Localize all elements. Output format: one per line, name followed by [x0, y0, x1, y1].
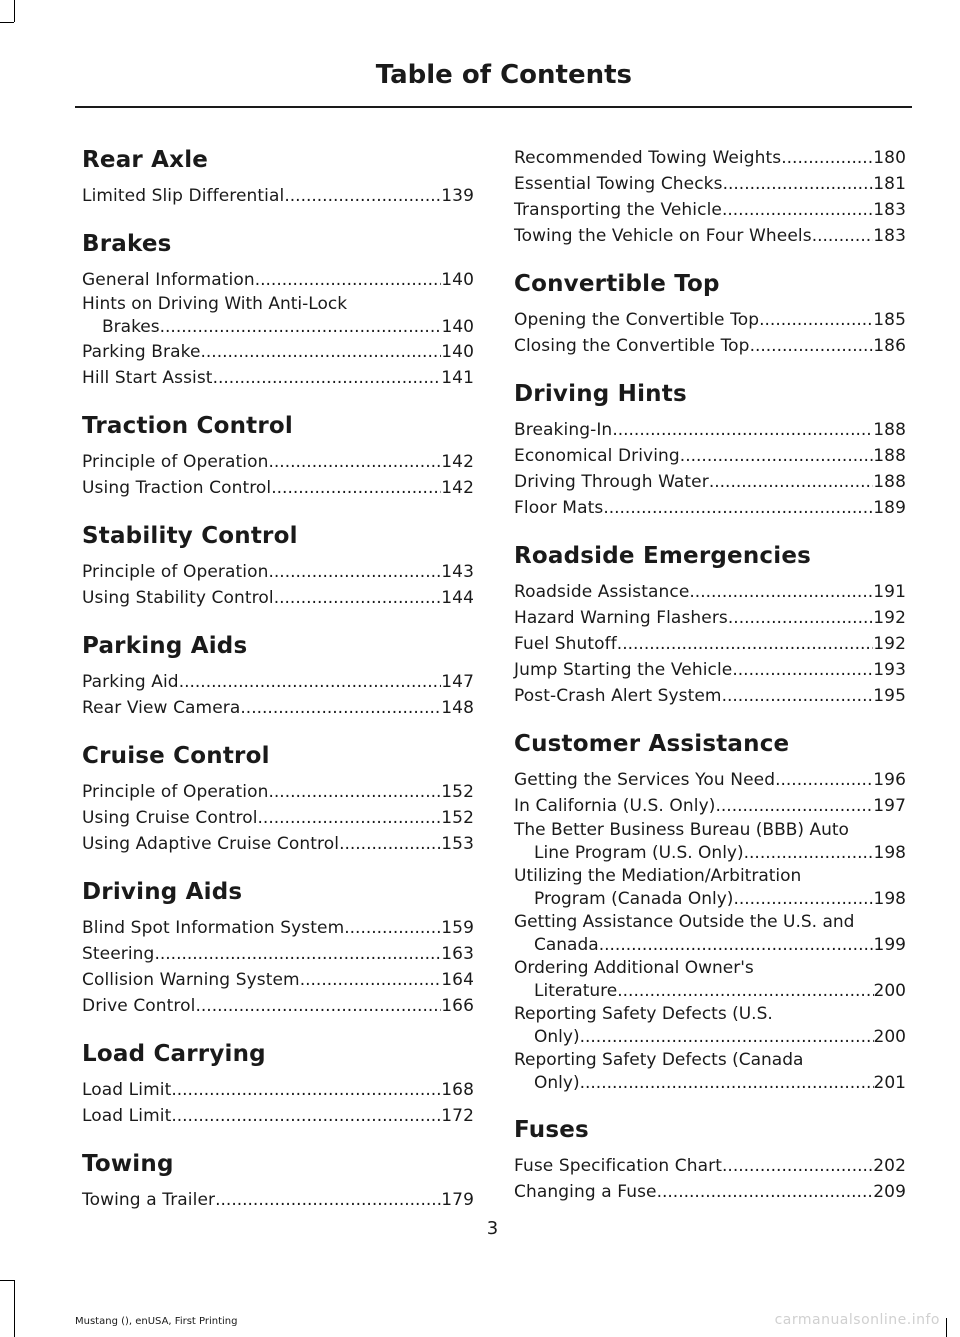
- dot-leader: [215, 1187, 441, 1213]
- dot-leader: [722, 683, 874, 709]
- dot-leader: [715, 793, 873, 819]
- dot-leader: [617, 631, 873, 657]
- entry-page-number: 192: [873, 634, 906, 654]
- entry-page-number: 200: [873, 981, 906, 1001]
- dot-leader: [599, 934, 874, 957]
- dot-leader: [689, 579, 873, 605]
- entry-title: Using Stability Control: [82, 588, 274, 608]
- entry-title: Reporting Safety Defects (U.S.: [514, 1004, 773, 1024]
- toc-entry[interactable]: [514, 767, 906, 793]
- entry-title: The Better Business Bureau (BBB) Auto: [514, 820, 849, 840]
- dot-leader: [722, 197, 873, 223]
- toc-entry[interactable]: [82, 695, 474, 721]
- toc-entry[interactable]: [82, 339, 474, 365]
- entry-title-continued: Brakes: [102, 317, 160, 337]
- toc-section: [82, 145, 474, 209]
- entry-page-number: 183: [873, 200, 906, 220]
- entry-title-continued: Literature: [534, 981, 618, 1001]
- entry-title: Post-Crash Alert System: [514, 686, 722, 706]
- toc-entry[interactable]: [514, 417, 906, 443]
- dot-leader: [213, 365, 442, 391]
- toc-entry[interactable]: [82, 805, 474, 831]
- entry-page-number: 188: [873, 420, 906, 440]
- entry-page-number: 152: [441, 808, 474, 828]
- dot-leader: [268, 559, 441, 585]
- dot-leader: [657, 1179, 874, 1205]
- dot-leader: [171, 1103, 441, 1129]
- toc-section: [82, 521, 474, 611]
- dot-leader: [195, 993, 441, 1019]
- dot-leader: [744, 842, 874, 865]
- toc-section: [82, 631, 474, 721]
- entry-continuation-line: [514, 888, 906, 911]
- crop-mark: [0, 22, 14, 23]
- entry-title: Steering: [82, 944, 155, 964]
- page-title: Table of Contents: [375, 60, 632, 90]
- entry-continuation-line: [514, 934, 906, 957]
- entry-page-number: 195: [873, 686, 906, 706]
- entry-page-number: 192: [873, 608, 906, 628]
- entry-page-number: 179: [441, 1190, 474, 1210]
- entry-page-number: 172: [441, 1106, 474, 1126]
- entry-page-number: 140: [441, 270, 474, 290]
- dot-leader: [750, 333, 874, 359]
- dot-leader: [268, 449, 441, 475]
- entry-page-number: 185: [873, 310, 906, 330]
- toc-entry[interactable]: [514, 1153, 906, 1179]
- entry-page-number: 152: [441, 782, 474, 802]
- crop-mark: [14, 0, 15, 22]
- entry-page-number: 148: [441, 698, 474, 718]
- toc-entry[interactable]: [82, 993, 474, 1019]
- toc-entry[interactable]: [82, 1077, 474, 1103]
- entry-title: Floor Mats: [514, 498, 604, 518]
- toc-section: [82, 229, 474, 391]
- dot-leader: [580, 1072, 874, 1095]
- page-number: 3: [486, 1218, 499, 1239]
- toc-entry[interactable]: [514, 657, 906, 683]
- entry-title: Reporting Safety Defects (Canada: [514, 1050, 804, 1070]
- entry-page-number: 199: [873, 935, 906, 955]
- entry-title: Principle of Operation: [82, 452, 269, 472]
- entry-title-continued: Program (Canada Only): [534, 889, 734, 909]
- toc-section: [514, 379, 906, 521]
- entry-page-number: 188: [873, 472, 906, 492]
- entry-page-number: 209: [873, 1182, 906, 1202]
- entry-title: Changing a Fuse: [514, 1182, 657, 1202]
- entry-page-number: 141: [441, 368, 474, 388]
- entry-title: Hill Start Assist: [82, 368, 213, 388]
- section-heading: Towing: [82, 1151, 174, 1177]
- entry-title: Breaking-In: [514, 420, 613, 440]
- dot-leader: [160, 316, 442, 339]
- entry-page-number: 168: [441, 1080, 474, 1100]
- toc-entry[interactable]: [82, 293, 474, 339]
- entry-title: Economical Driving: [514, 446, 680, 466]
- toc-entry[interactable]: [82, 585, 474, 611]
- entry-page-number: 180: [873, 148, 906, 168]
- entry-continuation-line: [514, 980, 906, 1003]
- section-heading: Stability Control: [82, 523, 298, 549]
- dot-leader: [722, 1153, 873, 1179]
- toc-entry[interactable]: [514, 469, 906, 495]
- toc-section: [82, 411, 474, 501]
- entry-page-number: 153: [441, 834, 474, 854]
- dot-leader: [759, 307, 873, 333]
- section-heading: Driving Hints: [514, 381, 687, 407]
- entry-title: Parking Brake: [82, 342, 201, 362]
- toc-section: [514, 269, 906, 359]
- entry-title: Towing the Vehicle on Four Wheels: [514, 226, 812, 246]
- entry-title: Roadside Assistance: [514, 582, 690, 602]
- section-heading: Rear Axle: [82, 147, 209, 173]
- dot-leader: [339, 831, 441, 857]
- toc-entry[interactable]: [514, 819, 906, 865]
- toc-entry[interactable]: [514, 495, 906, 521]
- toc-entry[interactable]: [514, 911, 906, 957]
- crop-mark: [946, 1318, 947, 1337]
- section-heading: Traction Control: [82, 413, 293, 439]
- toc-section: [514, 1115, 906, 1205]
- dot-leader: [344, 915, 441, 941]
- section-heading: Customer Assistance: [514, 731, 790, 757]
- toc-entry[interactable]: [82, 915, 474, 941]
- entry-title-continued: Line Program (U.S. Only): [534, 843, 744, 863]
- entry-continuation-line: [82, 316, 474, 339]
- entry-title: Essential Towing Checks: [514, 174, 723, 194]
- entry-page-number: 140: [441, 342, 474, 362]
- toc-entry[interactable]: [514, 307, 906, 333]
- toc-entry[interactable]: [514, 865, 906, 911]
- entry-title: General Information: [82, 270, 255, 290]
- toc-entry[interactable]: [514, 683, 906, 709]
- toc-entry[interactable]: [82, 267, 474, 293]
- entry-title: Using Cruise Control: [82, 808, 258, 828]
- entry-continuation-line: [514, 842, 906, 865]
- toc-section: [514, 145, 906, 249]
- section-heading: Cruise Control: [82, 743, 270, 769]
- entry-title: Limited Slip Differential: [82, 186, 285, 206]
- entry-page-number: 188: [873, 446, 906, 466]
- entry-continuation-line: [514, 1072, 906, 1095]
- section-heading: Load Carrying: [82, 1041, 266, 1067]
- section-heading: Fuses: [514, 1117, 589, 1143]
- entry-title: In California (U.S. Only): [514, 796, 716, 816]
- entry-title: Recommended Towing Weights: [514, 148, 782, 168]
- entry-title: Hazard Warning Flashers: [514, 608, 728, 628]
- toc-entry[interactable]: [514, 957, 906, 1003]
- entry-page-number: 191: [873, 582, 906, 602]
- section-heading: Driving Aids: [82, 879, 243, 905]
- entry-title: Utilizing the Mediation/Arbitration: [514, 866, 802, 886]
- dot-leader: [274, 585, 442, 611]
- entry-page-number: 139: [441, 186, 474, 206]
- toc-entry[interactable]: [82, 967, 474, 993]
- toc-entry[interactable]: [514, 1003, 906, 1049]
- dot-leader: [300, 967, 442, 993]
- entry-title: Closing the Convertible Top: [514, 336, 750, 356]
- entry-title: Fuse Specification Chart: [514, 1156, 723, 1176]
- entry-page-number: 198: [873, 889, 906, 909]
- crop-mark: [0, 1280, 14, 1281]
- dot-leader: [812, 223, 874, 249]
- entry-title: Drive Control: [82, 996, 196, 1016]
- toc-entry[interactable]: [514, 1179, 906, 1205]
- section-heading: Brakes: [82, 231, 172, 257]
- entry-page-number: 164: [441, 970, 474, 990]
- crop-mark: [14, 1280, 15, 1337]
- entry-title: Using Adaptive Cruise Control: [82, 834, 340, 854]
- toc-entry[interactable]: [514, 631, 906, 657]
- dot-leader: [284, 183, 441, 209]
- dot-leader: [201, 339, 442, 365]
- entry-title: Driving Through Water: [514, 472, 709, 492]
- toc-entry[interactable]: [514, 171, 906, 197]
- dot-leader: [268, 779, 441, 805]
- toc-right-column: [514, 145, 906, 1225]
- dot-leader: [603, 495, 873, 521]
- toc-entry[interactable]: [514, 1049, 906, 1095]
- entry-title: Transporting the Vehicle: [514, 200, 722, 220]
- dot-leader: [240, 695, 441, 721]
- entry-title: Jump Starting the Vehicle: [514, 660, 733, 680]
- entry-title: Blind Spot Information System: [82, 918, 345, 938]
- edition-footer: Mustang (), enUSA, First Printing: [75, 1316, 238, 1327]
- entry-page-number: 189: [873, 498, 906, 518]
- entry-page-number: 166: [441, 996, 474, 1016]
- toc-section: [514, 729, 906, 1095]
- toc-entry[interactable]: [82, 559, 474, 585]
- toc-entry[interactable]: [82, 1103, 474, 1129]
- entry-page-number: 144: [441, 588, 474, 608]
- dot-leader: [775, 767, 873, 793]
- toc-entry[interactable]: [82, 475, 474, 501]
- dot-leader: [171, 1077, 441, 1103]
- entry-page-number: 140: [441, 317, 474, 337]
- toc-entry[interactable]: [514, 443, 906, 469]
- dot-leader: [733, 888, 873, 911]
- toc-entry[interactable]: [514, 605, 906, 631]
- entry-title: Ordering Additional Owner's: [514, 958, 754, 978]
- entry-page-number: 143: [441, 562, 474, 582]
- entry-page-number: 201: [873, 1073, 906, 1093]
- toc-entry[interactable]: [514, 333, 906, 359]
- section-heading: Convertible Top: [514, 271, 720, 297]
- entry-title: Collision Warning System: [82, 970, 300, 990]
- entry-title: Towing a Trailer: [82, 1190, 216, 1210]
- entry-title: Using Traction Control: [82, 478, 272, 498]
- dot-leader: [723, 171, 874, 197]
- entry-page-number: 142: [441, 452, 474, 472]
- entry-page-number: 197: [873, 796, 906, 816]
- entry-continuation-line: [514, 1026, 906, 1049]
- entry-page-number: 183: [873, 226, 906, 246]
- entry-title: Parking Aid: [82, 672, 179, 692]
- toc-entry[interactable]: [514, 145, 906, 171]
- dot-leader: [709, 469, 873, 495]
- entry-title: Rear View Camera: [82, 698, 241, 718]
- entry-title: Getting Assistance Outside the U.S. and: [514, 912, 855, 932]
- toc-section: [82, 741, 474, 857]
- entry-title: Principle of Operation: [82, 562, 269, 582]
- toc-entry[interactable]: [514, 793, 906, 819]
- entry-title: Getting the Services You Need: [514, 770, 776, 790]
- toc-section: [82, 1039, 474, 1129]
- dot-leader: [580, 1026, 874, 1049]
- toc-entry[interactable]: [82, 779, 474, 805]
- dot-leader: [258, 805, 442, 831]
- entry-page-number: 193: [873, 660, 906, 680]
- entry-page-number: 159: [441, 918, 474, 938]
- dot-leader: [179, 669, 442, 695]
- toc-entry[interactable]: [82, 831, 474, 857]
- watermark: carmanualsonline.info: [774, 1312, 940, 1328]
- entry-title: Fuel Shutoff: [514, 634, 617, 654]
- entry-title: Load Limit: [82, 1106, 172, 1126]
- dot-leader: [612, 417, 873, 443]
- dot-leader: [617, 980, 873, 1003]
- toc-entry[interactable]: [82, 183, 474, 209]
- entry-page-number: 163: [441, 944, 474, 964]
- toc-entry[interactable]: [82, 449, 474, 475]
- dot-leader: [271, 475, 441, 501]
- dot-leader: [154, 941, 441, 967]
- entry-page-number: 198: [873, 843, 906, 863]
- toc-entry[interactable]: [514, 197, 906, 223]
- entry-title-continued: Only): [534, 1027, 580, 1047]
- toc-section: [82, 1149, 474, 1213]
- dot-leader: [728, 605, 873, 631]
- toc-entry[interactable]: [514, 579, 906, 605]
- entry-page-number: 147: [441, 672, 474, 692]
- entry-title: Hints on Driving With Anti-Lock: [82, 294, 348, 314]
- toc-entry[interactable]: [82, 365, 474, 391]
- entry-title: Principle of Operation: [82, 782, 269, 802]
- entry-title: Load Limit: [82, 1080, 172, 1100]
- toc-entry[interactable]: [514, 223, 906, 249]
- entry-page-number: 196: [873, 770, 906, 790]
- toc-left-column: [82, 145, 474, 1233]
- entry-title: Opening the Convertible Top: [514, 310, 760, 330]
- toc-section: [514, 541, 906, 709]
- section-heading: Roadside Emergencies: [514, 543, 812, 569]
- toc-entry[interactable]: [82, 669, 474, 695]
- dot-leader: [255, 267, 442, 293]
- entry-page-number: 181: [873, 174, 906, 194]
- toc-entry[interactable]: [82, 1187, 474, 1213]
- dot-leader: [732, 657, 873, 683]
- dot-leader: [781, 145, 873, 171]
- entry-title-continued: Only): [534, 1073, 580, 1093]
- entry-title-continued: Canada: [534, 935, 599, 955]
- section-heading: Parking Aids: [82, 633, 248, 659]
- entry-page-number: 200: [873, 1027, 906, 1047]
- entry-page-number: 202: [873, 1156, 906, 1176]
- toc-section: [82, 877, 474, 1019]
- toc-entry[interactable]: [82, 941, 474, 967]
- dot-leader: [680, 443, 873, 469]
- entry-page-number: 186: [873, 336, 906, 356]
- header-divider: [75, 106, 912, 108]
- entry-page-number: 142: [441, 478, 474, 498]
